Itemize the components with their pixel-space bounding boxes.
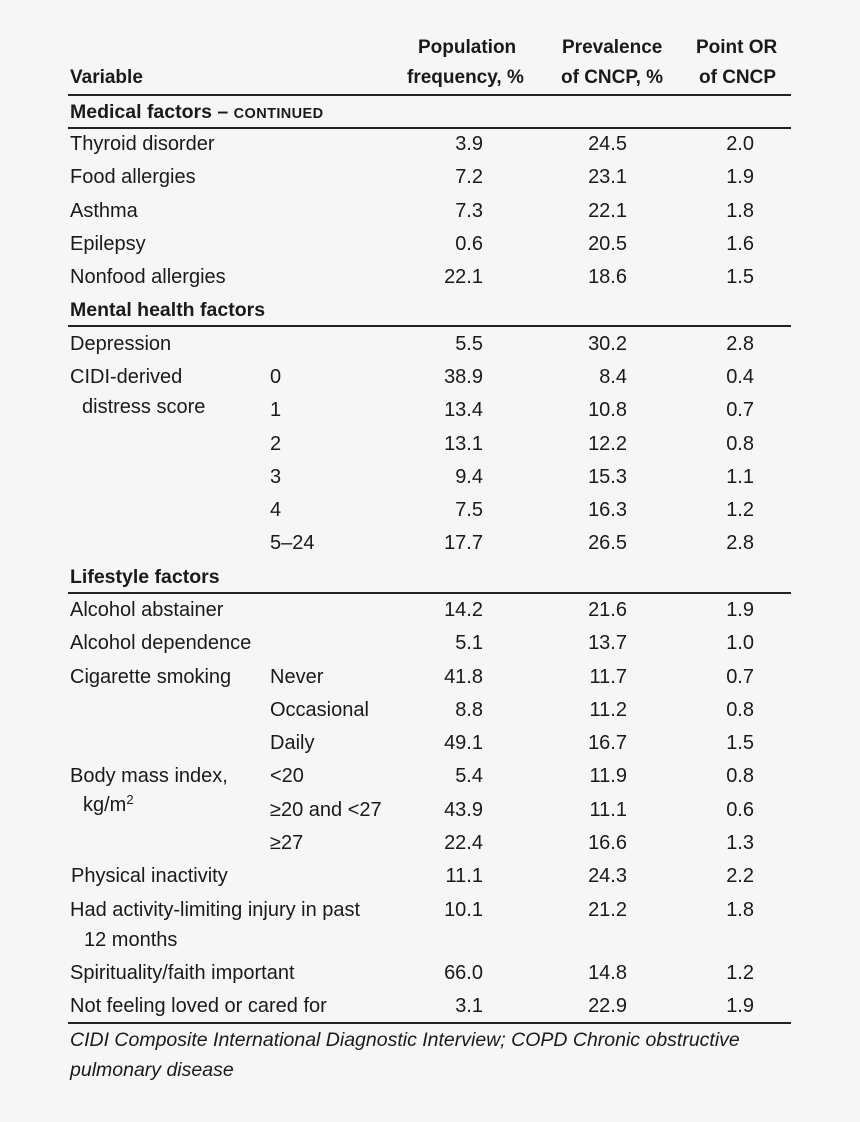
row-population: 22.4 <box>444 832 483 854</box>
row-prevalence: 15.3 <box>588 466 627 488</box>
row-or: 1.9 <box>726 995 754 1017</box>
table-row <box>0 595 860 625</box>
row-population: 13.4 <box>444 399 483 421</box>
row-sublabel: Occasional <box>270 699 369 721</box>
row-or: 0.4 <box>726 366 754 388</box>
row-population: 5.5 <box>455 333 483 355</box>
row-prevalence: 21.6 <box>588 599 627 621</box>
row-population: 9.4 <box>455 466 483 488</box>
row-prevalence: 22.1 <box>588 200 627 222</box>
row-prevalence: 24.3 <box>588 865 627 887</box>
row-label: Asthma <box>70 200 138 222</box>
row-population: 43.9 <box>444 799 483 821</box>
row-population: 22.1 <box>444 266 483 288</box>
row-prevalence: 11.1 <box>589 799 627 821</box>
table-row <box>0 329 860 359</box>
row-population: 49.1 <box>444 732 483 754</box>
row-prevalence: 11.2 <box>589 699 627 721</box>
row-sublabel: ≥20 and <27 <box>270 799 382 821</box>
row-or: 1.5 <box>726 266 754 288</box>
row-sublabel: 5–24 <box>270 532 315 554</box>
row-or: 1.9 <box>726 166 754 188</box>
table-row <box>0 129 860 159</box>
row-prevalence: 13.7 <box>588 632 627 654</box>
table-row-continuation <box>0 925 860 955</box>
row-prevalence: 21.2 <box>588 899 627 921</box>
header-rule <box>68 94 791 96</box>
table-row <box>0 495 860 525</box>
table-header <box>0 33 860 93</box>
row-prevalence: 24.5 <box>588 133 627 155</box>
row-prevalence: 30.2 <box>588 333 627 355</box>
row-label: Not feeling loved or cared for <box>70 995 327 1017</box>
row-sublabel: 0 <box>270 366 282 388</box>
table-row <box>0 728 860 758</box>
table-row <box>0 895 860 925</box>
header-or-line2: of CNCP <box>699 67 777 88</box>
row-prevalence: 20.5 <box>588 233 627 255</box>
table-row <box>0 528 860 558</box>
row-label: Epilepsy <box>70 233 146 255</box>
table-row <box>0 662 860 692</box>
section-medical-factors <box>0 97 860 127</box>
row-sublabel: 1 <box>270 399 282 421</box>
row-label: Food allergies <box>70 166 196 188</box>
row-prevalence: 16.3 <box>588 499 627 521</box>
row-prevalence: 11.7 <box>589 666 627 688</box>
table-row <box>0 395 860 425</box>
row-sublabel: Never <box>270 666 324 688</box>
row-or: 1.8 <box>726 200 754 222</box>
row-population: 41.8 <box>444 666 483 688</box>
row-population: 66.0 <box>444 962 483 984</box>
row-label: CIDI-derived <box>70 366 183 388</box>
row-or: 1.2 <box>726 499 754 521</box>
table-bottom-rule <box>68 1022 791 1024</box>
row-prevalence: 23.1 <box>588 166 627 188</box>
section-lifestyle-title: Lifestyle factors <box>70 566 220 588</box>
row-or: 0.7 <box>726 666 754 688</box>
header-prevalence-line2: of CNCP, % <box>561 67 664 88</box>
row-prevalence: 14.8 <box>588 962 627 984</box>
row-sublabel: <20 <box>270 765 304 787</box>
row-label: 12 months <box>84 929 178 951</box>
row-label: Depression <box>70 333 172 355</box>
row-sublabel: 4 <box>270 499 282 521</box>
row-prevalence: 18.6 <box>588 266 627 288</box>
table-row <box>0 229 860 259</box>
table-row <box>0 861 860 891</box>
row-population: 5.1 <box>455 632 483 654</box>
header-variable: Variable <box>70 67 143 88</box>
section-mental-rule <box>68 325 791 327</box>
section-lifestyle-rule <box>68 592 791 594</box>
row-prevalence: 26.5 <box>588 532 627 554</box>
table-row <box>0 162 860 192</box>
row-label: kg/m <box>83 794 127 816</box>
row-prevalence: 11.9 <box>589 765 627 787</box>
table-row <box>0 761 860 791</box>
row-or: 0.6 <box>726 799 754 821</box>
table-footnote <box>0 1025 860 1087</box>
row-population: 10.1 <box>444 899 483 921</box>
header-or-line1: Point OR <box>696 37 778 58</box>
header-prevalence-line1: Prevalence <box>562 37 663 58</box>
row-or: 2.8 <box>726 333 754 355</box>
row-label: Had activity-limiting injury in past <box>70 899 361 921</box>
row-prevalence: 22.9 <box>588 995 627 1017</box>
row-label-superscript: 2 <box>126 792 134 807</box>
row-or: 1.5 <box>726 732 754 754</box>
row-or: 1.6 <box>726 233 754 255</box>
row-or: 2.2 <box>726 865 754 887</box>
row-or: 1.1 <box>726 466 754 488</box>
row-or: 1.8 <box>726 899 754 921</box>
row-population: 11.1 <box>445 865 483 887</box>
row-or: 2.8 <box>726 532 754 554</box>
table-row <box>0 196 860 226</box>
row-label: Physical inactivity <box>71 865 228 887</box>
row-or: 0.8 <box>726 699 754 721</box>
row-label: Alcohol dependence <box>70 632 252 654</box>
row-label: Spirituality/faith important <box>70 962 295 984</box>
table-row <box>0 429 860 459</box>
row-or: 0.7 <box>726 399 754 421</box>
row-population: 8.8 <box>455 699 483 721</box>
row-sublabel: Daily <box>270 732 315 754</box>
row-population: 13.1 <box>444 433 483 455</box>
section-mental-title: Mental health factors <box>70 299 266 321</box>
table-row <box>0 792 860 825</box>
row-or: 1.3 <box>726 832 754 854</box>
table-row <box>0 262 860 292</box>
row-label: Alcohol abstainer <box>70 599 224 621</box>
row-or: 1.0 <box>726 632 754 654</box>
row-population: 3.9 <box>455 133 483 155</box>
row-prevalence: 8.4 <box>599 366 627 388</box>
row-population: 7.2 <box>455 166 483 188</box>
row-label: Nonfood allergies <box>70 266 226 288</box>
table-row <box>0 828 860 858</box>
row-or: 1.2 <box>726 962 754 984</box>
row-label: Thyroid disorder <box>70 133 215 155</box>
section-mental-health-factors <box>0 295 860 325</box>
table-row <box>0 462 860 492</box>
section-medical-title: Medical factors – <box>70 101 234 123</box>
table-row <box>0 991 860 1021</box>
row-population: 38.9 <box>444 366 483 388</box>
row-label: distress score <box>82 396 206 418</box>
row-population: 7.5 <box>455 499 483 521</box>
row-prevalence: 10.8 <box>588 399 627 421</box>
table-row <box>0 695 860 725</box>
footnote-text: CIDI Composite International Diagnostic Interview; COPD Chronic obstructive pulmonary disease <box>70 1029 740 1081</box>
row-or: 0.8 <box>726 433 754 455</box>
section-medical-continued: CONTINUED <box>233 106 324 122</box>
table-row <box>0 628 860 658</box>
header-population-line1: Population <box>418 37 517 58</box>
row-prevalence: 16.7 <box>588 732 627 754</box>
row-or: 2.0 <box>726 133 754 155</box>
row-or: 1.9 <box>726 599 754 621</box>
row-sublabel: 2 <box>270 433 282 455</box>
table-row <box>0 958 860 988</box>
row-sublabel: 3 <box>270 466 282 488</box>
row-prevalence: 16.6 <box>588 832 627 854</box>
row-population: 17.7 <box>444 532 483 554</box>
row-population: 3.1 <box>455 995 483 1017</box>
row-population: 14.2 <box>444 599 483 621</box>
section-lifestyle-factors <box>0 562 860 592</box>
row-population: 5.4 <box>455 765 483 787</box>
row-population: 7.3 <box>455 200 483 222</box>
row-sublabel: ≥27 <box>270 832 304 854</box>
row-label: Body mass index, <box>70 765 228 787</box>
header-population-line2: frequency, % <box>407 67 524 88</box>
row-population: 0.6 <box>455 233 483 255</box>
row-prevalence: 12.2 <box>588 433 627 455</box>
table-row <box>0 362 860 392</box>
row-or: 0.8 <box>726 765 754 787</box>
row-label: Cigarette smoking <box>70 666 232 688</box>
